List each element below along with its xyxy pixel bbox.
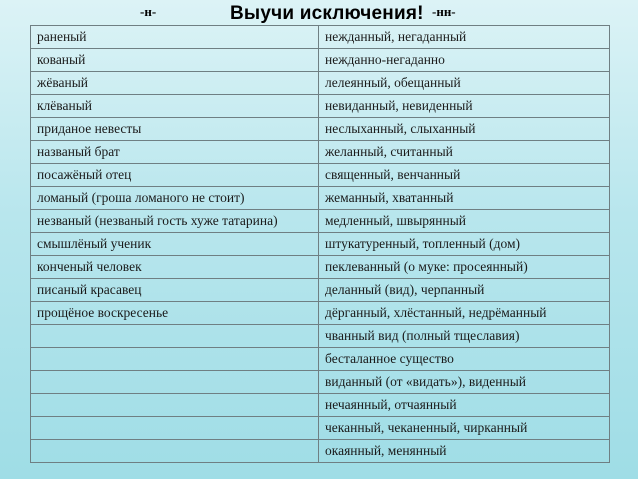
single-n-cell: посажёный отец bbox=[31, 164, 319, 187]
exceptions-table bbox=[30, 25, 610, 463]
slide-header bbox=[0, 0, 638, 28]
single-n-cell: конченый человек bbox=[31, 256, 319, 279]
double-n-cell: нежданно-негаданно bbox=[319, 49, 610, 72]
table-row bbox=[31, 26, 610, 49]
page-title: Выучи исключения! bbox=[230, 3, 424, 24]
table-row bbox=[31, 417, 610, 440]
table-row bbox=[31, 72, 610, 95]
column-label-double-n: -нн- bbox=[432, 4, 456, 19]
single-n-cell bbox=[31, 348, 319, 371]
double-n-cell: окаянный, менянный bbox=[319, 440, 610, 463]
double-n-cell: чеканный, чеканенный, чирканный bbox=[319, 417, 610, 440]
single-n-cell: приданое невесты bbox=[31, 118, 319, 141]
double-n-cell: пеклеванный (о муке: просеянный) bbox=[319, 256, 610, 279]
single-n-cell: писаный красавец bbox=[31, 279, 319, 302]
table-row bbox=[31, 371, 610, 394]
double-n-cell: невиданный, невиденный bbox=[319, 95, 610, 118]
single-n-cell bbox=[31, 394, 319, 417]
table-row bbox=[31, 187, 610, 210]
table-row bbox=[31, 118, 610, 141]
double-n-cell: нечаянный, отчаянный bbox=[319, 394, 610, 417]
single-n-cell: жёваный bbox=[31, 72, 319, 95]
double-n-cell: деланный (вид), черпанный bbox=[319, 279, 610, 302]
double-n-cell: неслыханный, слыханный bbox=[319, 118, 610, 141]
table-row bbox=[31, 279, 610, 302]
single-n-cell: ломаный (гроша ломаного не стоит) bbox=[31, 187, 319, 210]
double-n-cell: нежданный, негаданный bbox=[319, 26, 610, 49]
double-n-cell: дёрганный, хлёстанный, недрёманный bbox=[319, 302, 610, 325]
table-row bbox=[31, 256, 610, 279]
single-n-cell bbox=[31, 371, 319, 394]
single-n-cell: названый брат bbox=[31, 141, 319, 164]
double-n-cell: штукатуренный, топленный (дом) bbox=[319, 233, 610, 256]
single-n-cell bbox=[31, 440, 319, 463]
table-row bbox=[31, 394, 610, 417]
single-n-cell: раненый bbox=[31, 26, 319, 49]
column-label-single-n: -н- bbox=[140, 4, 157, 19]
single-n-cell bbox=[31, 417, 319, 440]
table-row bbox=[31, 141, 610, 164]
table-row bbox=[31, 210, 610, 233]
table-row bbox=[31, 95, 610, 118]
double-n-cell: чванный вид (полный тщеславия) bbox=[319, 325, 610, 348]
double-n-cell: медленный, швырянный bbox=[319, 210, 610, 233]
double-n-cell: жеманный, хватанный bbox=[319, 187, 610, 210]
table-row bbox=[31, 164, 610, 187]
double-n-cell: лелеянный, обещанный bbox=[319, 72, 610, 95]
double-n-cell: желанный, считанный bbox=[319, 141, 610, 164]
double-n-cell: священный, венчанный bbox=[319, 164, 610, 187]
single-n-cell: смышлёный ученик bbox=[31, 233, 319, 256]
table-row bbox=[31, 440, 610, 463]
table-row bbox=[31, 233, 610, 256]
double-n-cell: виданный (от «видать»), виденный bbox=[319, 371, 610, 394]
table-row bbox=[31, 348, 610, 371]
single-n-cell: кованый bbox=[31, 49, 319, 72]
single-n-cell: клёваный bbox=[31, 95, 319, 118]
table-row bbox=[31, 325, 610, 348]
double-n-cell: бесталанное существо bbox=[319, 348, 610, 371]
single-n-cell bbox=[31, 325, 319, 348]
table-row bbox=[31, 302, 610, 325]
single-n-cell: незваный (незваный гость хуже татарина) bbox=[31, 210, 319, 233]
table-row bbox=[31, 49, 610, 72]
single-n-cell: прощёное воскресенье bbox=[31, 302, 319, 325]
